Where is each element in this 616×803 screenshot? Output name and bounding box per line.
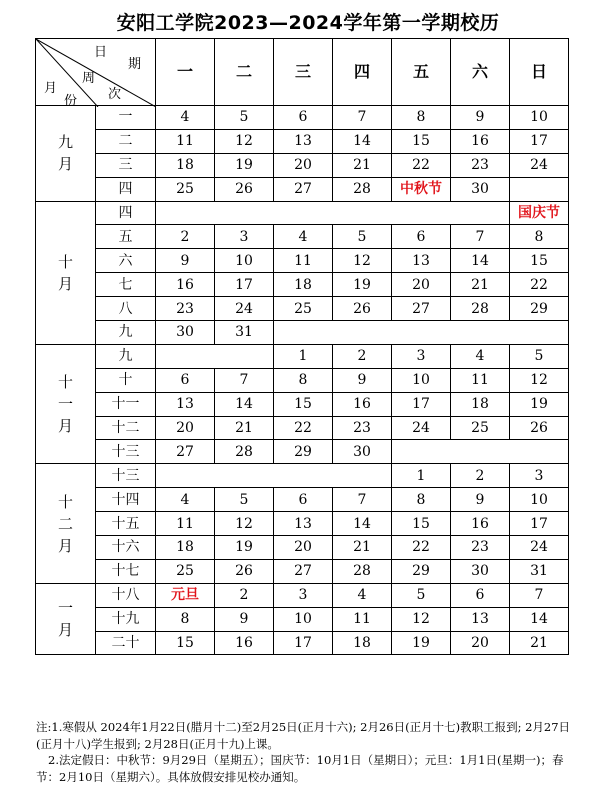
week-row [36, 344, 569, 368]
day-cell: 25 [156, 559, 215, 583]
page-title: 安阳工学院2023—2024学年第一学期校历 [116, 12, 500, 34]
week-row [36, 225, 569, 249]
month-label-char: 月 [57, 536, 73, 555]
month-label-char: 月 [57, 274, 73, 293]
week-number-cell: 九 [96, 321, 156, 345]
week-row [36, 129, 569, 153]
week-number-cell: 八 [96, 297, 156, 321]
week-number-cell: 二 [96, 129, 156, 153]
day-cell: 8 [392, 106, 451, 130]
header-row [36, 39, 569, 106]
day-cell: 7 [510, 583, 569, 607]
day-cell: 14 [333, 129, 392, 153]
day-cell: 3 [274, 583, 333, 607]
week-number-cell: 五 [96, 225, 156, 249]
day-cell: 2 [156, 225, 215, 249]
week-row [36, 631, 569, 655]
day-cell: 21 [510, 631, 569, 655]
day-cell: 7 [451, 225, 510, 249]
week-row [36, 392, 569, 416]
day-cell: 6 [392, 225, 451, 249]
day-cell: 2 [451, 464, 510, 488]
day-cell: 22 [392, 153, 451, 177]
holiday-cell: 国庆节 [510, 201, 569, 225]
day-cell: 16 [156, 273, 215, 297]
note-1: 注:1.寒假从 2024年1月22日(腊月十二)至2月25日(正月十六); 2月26日(正月十七)教职工报到; 2月27日(正月十八)学生报到; 2月28日(正月十九)上课。 [36, 720, 571, 751]
corner-week-label: 周 [82, 71, 96, 86]
week-number-cell: 十八 [96, 583, 156, 607]
day-cell: 16 [451, 512, 510, 536]
day-cell: 15 [392, 512, 451, 536]
month-label-char: 九 [57, 133, 73, 152]
day-cell: 5 [333, 225, 392, 249]
week-row [36, 464, 569, 488]
day-cell: 14 [451, 249, 510, 273]
week-row [36, 106, 569, 130]
day-cell: 19 [215, 153, 274, 177]
day-cell: 15 [392, 129, 451, 153]
month-label-char: 月 [57, 155, 73, 174]
holiday-cell: 中秋节 [392, 177, 451, 201]
day-cell: 18 [156, 153, 215, 177]
day-cell: 24 [392, 416, 451, 440]
week-row [36, 273, 569, 297]
corner-fen-label: 份 [64, 94, 78, 109]
day-cell: 28 [215, 440, 274, 464]
day-cell: 1 [392, 464, 451, 488]
day-cell: 21 [451, 273, 510, 297]
month-label-char: 十 [57, 492, 73, 511]
day-cell: 31 [510, 559, 569, 583]
blank-day-cell [510, 177, 569, 201]
day-cell: 10 [510, 106, 569, 130]
week-number-cell: 十二 [96, 416, 156, 440]
day-cell: 18 [333, 631, 392, 655]
month-label-char: 一 [57, 395, 73, 414]
day-cell: 1 [274, 344, 333, 368]
day-cell: 21 [333, 153, 392, 177]
day-cell: 9 [451, 106, 510, 130]
day-cell: 30 [451, 559, 510, 583]
week-row [36, 416, 569, 440]
day-cell: 9 [156, 249, 215, 273]
day-cell: 20 [156, 416, 215, 440]
week-row [36, 607, 569, 631]
day-cell: 9 [333, 368, 392, 392]
week-number-cell: 二十 [96, 631, 156, 655]
day-cell: 22 [274, 416, 333, 440]
day-cell: 6 [156, 368, 215, 392]
day-cell: 13 [156, 392, 215, 416]
holiday-cell: 元旦 [156, 583, 215, 607]
day-cell: 20 [392, 273, 451, 297]
calendar-table [35, 38, 569, 655]
day-cell: 15 [510, 249, 569, 273]
blank-day-cell [392, 440, 569, 464]
week-number-cell: 十 [96, 368, 156, 392]
day-cell: 4 [156, 488, 215, 512]
day-cell: 4 [333, 583, 392, 607]
month-label-char: 十 [57, 373, 73, 392]
day-cell: 5 [510, 344, 569, 368]
day-cell: 25 [451, 416, 510, 440]
day-cell: 24 [510, 153, 569, 177]
week-row [36, 368, 569, 392]
day-cell: 12 [333, 249, 392, 273]
day-cell: 26 [510, 416, 569, 440]
day-cell: 12 [215, 129, 274, 153]
day-cell: 19 [333, 273, 392, 297]
month-cell [36, 583, 96, 655]
day-cell: 9 [215, 607, 274, 631]
day-cell: 27 [274, 559, 333, 583]
weekday-header-wed: 三 [274, 39, 333, 106]
week-row [36, 153, 569, 177]
day-cell: 16 [215, 631, 274, 655]
day-cell: 29 [274, 440, 333, 464]
day-cell: 6 [274, 488, 333, 512]
day-cell: 2 [215, 583, 274, 607]
day-cell: 11 [451, 368, 510, 392]
day-cell: 18 [156, 536, 215, 560]
day-cell: 5 [215, 488, 274, 512]
day-cell: 28 [333, 177, 392, 201]
week-number-cell: 十五 [96, 512, 156, 536]
day-cell: 8 [510, 225, 569, 249]
day-cell: 2 [333, 344, 392, 368]
day-cell: 25 [156, 177, 215, 201]
weekday-header-sat: 六 [451, 39, 510, 106]
week-number-cell: 四 [96, 201, 156, 225]
day-cell: 16 [333, 392, 392, 416]
corner-qi-label: 期 [128, 57, 142, 72]
week-number-cell: 十三 [96, 464, 156, 488]
day-cell: 11 [274, 249, 333, 273]
month-label-char: 月 [57, 417, 73, 436]
week-number-cell: 四 [96, 177, 156, 201]
day-cell: 16 [451, 129, 510, 153]
weekday-header-tue: 二 [215, 39, 274, 106]
week-row [36, 512, 569, 536]
day-cell: 13 [274, 129, 333, 153]
day-cell: 23 [451, 536, 510, 560]
month-cell [36, 106, 96, 202]
weekday-header-thu: 四 [333, 39, 392, 106]
month-label-char: 二 [57, 514, 73, 533]
month-label-char: 一 [57, 599, 73, 618]
week-number-cell: 六 [96, 249, 156, 273]
week-number-cell: 十一 [96, 392, 156, 416]
week-number-cell: 十四 [96, 488, 156, 512]
day-cell: 28 [333, 559, 392, 583]
day-cell: 25 [274, 297, 333, 321]
day-cell: 19 [392, 631, 451, 655]
month-label-char: 十 [57, 252, 73, 271]
week-row [36, 201, 569, 225]
weekday-header-fri: 五 [392, 39, 451, 106]
week-row [36, 488, 569, 512]
week-number-cell: 三 [96, 153, 156, 177]
day-cell: 10 [274, 607, 333, 631]
day-cell: 23 [156, 297, 215, 321]
day-cell: 12 [215, 512, 274, 536]
day-cell: 13 [392, 249, 451, 273]
day-cell: 9 [451, 488, 510, 512]
week-number-cell: 七 [96, 273, 156, 297]
day-cell: 8 [392, 488, 451, 512]
day-cell: 20 [274, 153, 333, 177]
day-cell: 18 [451, 392, 510, 416]
notes-section [36, 719, 581, 785]
day-cell: 13 [274, 512, 333, 536]
day-cell: 26 [215, 559, 274, 583]
day-cell: 10 [215, 249, 274, 273]
weekday-header-sun: 日 [510, 39, 569, 106]
day-cell: 23 [451, 153, 510, 177]
corner-date-label: 日 [94, 45, 108, 60]
day-cell: 6 [451, 583, 510, 607]
day-cell: 20 [451, 631, 510, 655]
week-row [36, 440, 569, 464]
month-cell [36, 344, 96, 463]
day-cell: 11 [156, 512, 215, 536]
day-cell: 19 [510, 392, 569, 416]
week-row [36, 177, 569, 201]
day-cell: 17 [510, 512, 569, 536]
day-cell: 8 [156, 607, 215, 631]
day-cell: 5 [215, 106, 274, 130]
day-cell: 17 [392, 392, 451, 416]
day-cell: 22 [392, 536, 451, 560]
day-cell: 18 [274, 273, 333, 297]
week-number-cell: 十三 [96, 440, 156, 464]
day-cell: 14 [215, 392, 274, 416]
week-row [36, 559, 569, 583]
week-row [36, 249, 569, 273]
day-cell: 31 [215, 321, 274, 345]
day-cell: 30 [451, 177, 510, 201]
day-cell: 21 [215, 416, 274, 440]
week-number-cell: 十七 [96, 559, 156, 583]
day-cell: 24 [215, 297, 274, 321]
day-cell: 3 [215, 225, 274, 249]
day-cell: 17 [274, 631, 333, 655]
blank-day-cell [274, 321, 569, 345]
day-cell: 13 [451, 607, 510, 631]
corner-ci-label: 次 [108, 87, 122, 102]
day-cell: 12 [392, 607, 451, 631]
day-cell: 29 [392, 559, 451, 583]
day-cell: 7 [333, 488, 392, 512]
day-cell: 7 [215, 368, 274, 392]
day-cell: 21 [333, 536, 392, 560]
day-cell: 15 [156, 631, 215, 655]
day-cell: 20 [274, 536, 333, 560]
day-cell: 14 [510, 607, 569, 631]
week-number-cell: 一 [96, 106, 156, 130]
day-cell: 26 [333, 297, 392, 321]
day-cell: 12 [510, 368, 569, 392]
day-cell: 4 [156, 106, 215, 130]
day-cell: 22 [510, 273, 569, 297]
day-cell: 27 [274, 177, 333, 201]
day-cell: 11 [333, 607, 392, 631]
day-cell: 28 [451, 297, 510, 321]
month-cell [36, 201, 96, 344]
day-cell: 7 [333, 106, 392, 130]
note-2: 2.法定假日：中秋节：9月29日（星期五）；国庆节：10月1日（星期日）；元旦：1月1日(星期一)；春节：2月10日（星期六）。具体放假安排见校办通知。 [36, 753, 564, 784]
day-cell: 10 [392, 368, 451, 392]
week-number-cell: 九 [96, 344, 156, 368]
day-cell: 11 [156, 129, 215, 153]
day-cell: 17 [510, 129, 569, 153]
blank-day-cell [156, 201, 510, 225]
day-cell: 27 [156, 440, 215, 464]
weekday-header-mon: 一 [156, 39, 215, 106]
month-label-char: 月 [57, 621, 73, 640]
day-cell: 15 [274, 392, 333, 416]
day-cell: 3 [510, 464, 569, 488]
corner-month-label: 月 [44, 81, 58, 96]
blank-day-cell [156, 344, 274, 368]
day-cell: 30 [156, 321, 215, 345]
corner-header-cell [36, 39, 156, 109]
blank-day-cell [156, 464, 392, 488]
week-row [36, 321, 569, 345]
day-cell: 23 [333, 416, 392, 440]
day-cell: 17 [215, 273, 274, 297]
day-cell: 30 [333, 440, 392, 464]
month-cell [36, 464, 96, 583]
day-cell: 19 [215, 536, 274, 560]
week-number-cell: 十九 [96, 607, 156, 631]
day-cell: 3 [392, 344, 451, 368]
week-row [36, 536, 569, 560]
week-row [36, 297, 569, 321]
day-cell: 24 [510, 536, 569, 560]
day-cell: 4 [451, 344, 510, 368]
day-cell: 14 [333, 512, 392, 536]
day-cell: 10 [510, 488, 569, 512]
day-cell: 8 [274, 368, 333, 392]
week-number-cell: 十六 [96, 536, 156, 560]
day-cell: 29 [510, 297, 569, 321]
day-cell: 5 [392, 583, 451, 607]
week-row [36, 583, 569, 607]
day-cell: 6 [274, 106, 333, 130]
day-cell: 27 [392, 297, 451, 321]
day-cell: 4 [274, 225, 333, 249]
day-cell: 26 [215, 177, 274, 201]
